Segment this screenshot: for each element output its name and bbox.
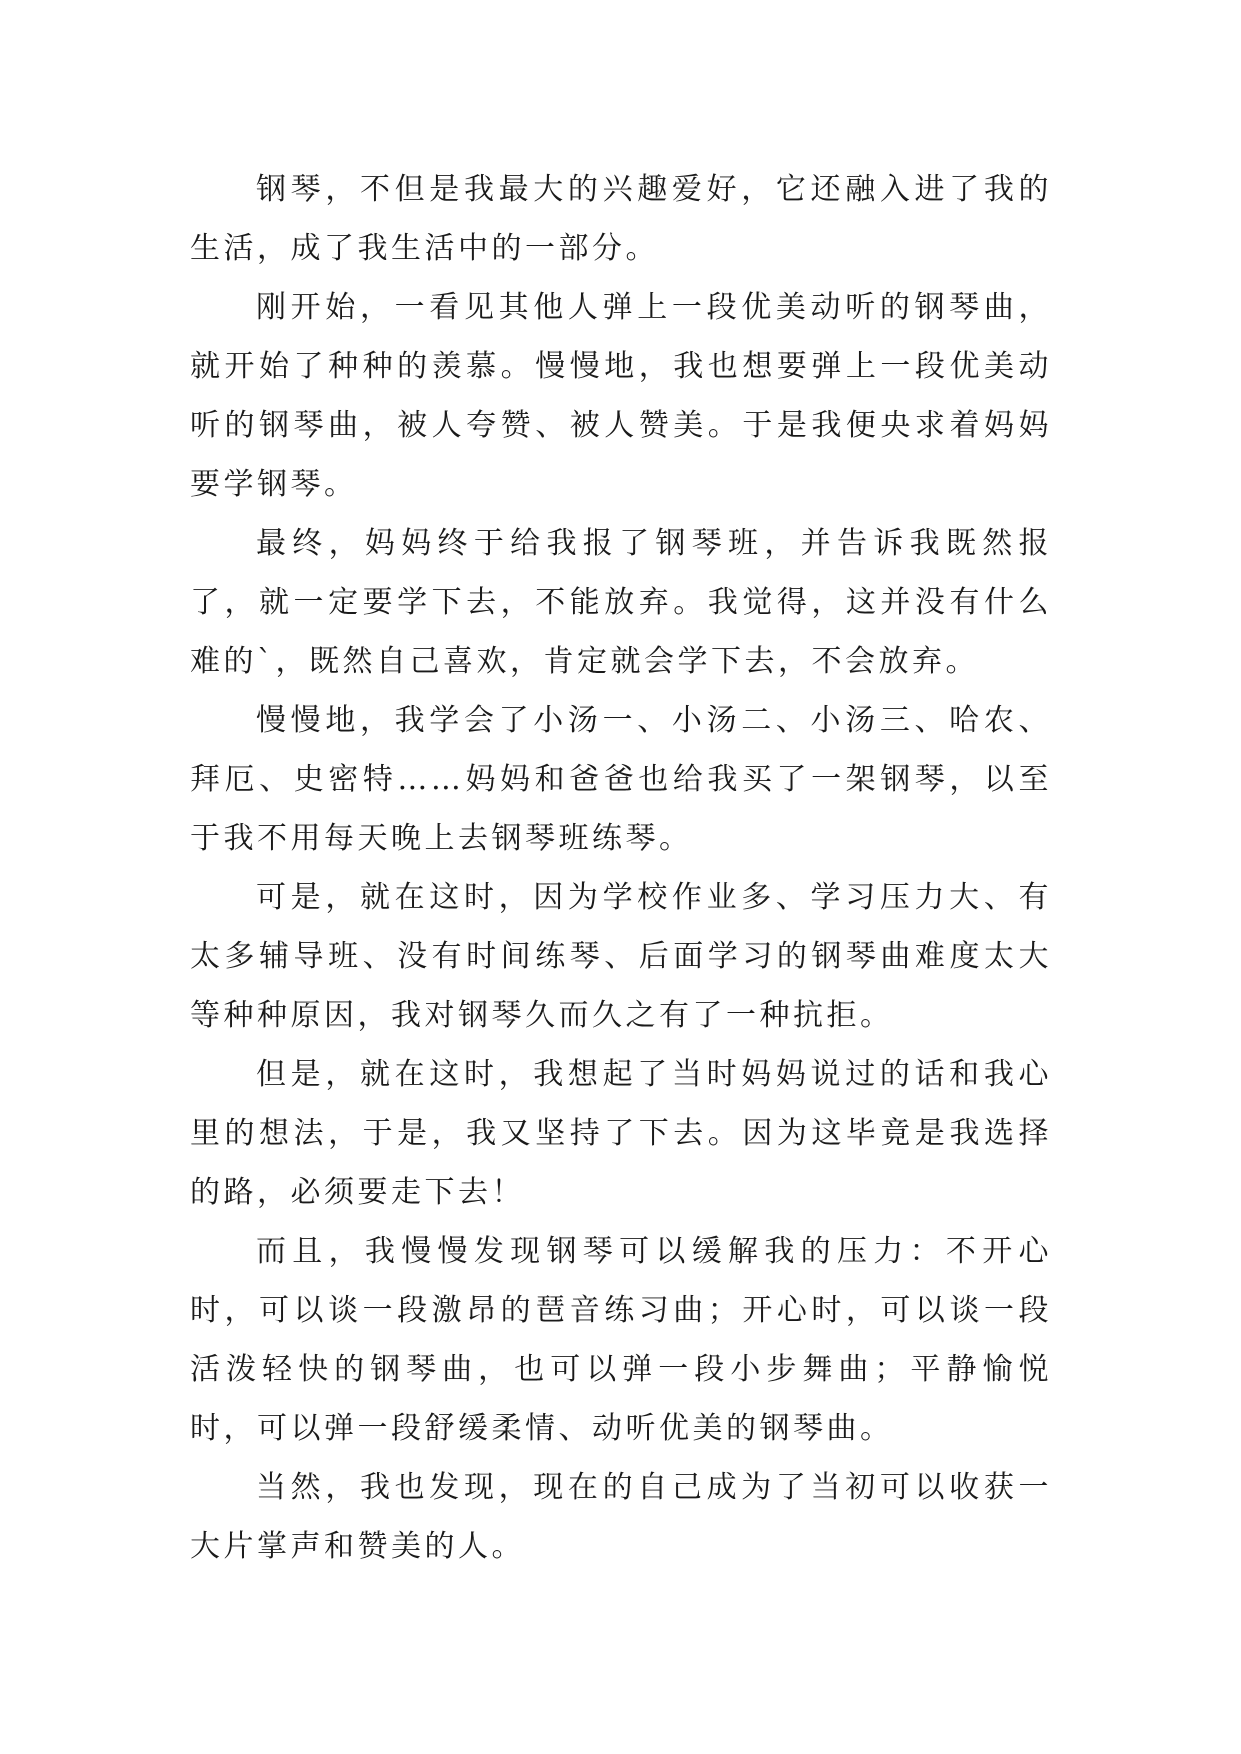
paragraph-2: 刚开始，一看见其他人弹上一段优美动听的钢琴曲，就开始了种种的羡慕。慢慢地，我也想要弹上一段优美动听的钢琴曲，被人夸赞、被人赞美。于是我便央求着妈妈要学钢琴。 bbox=[190, 290, 1052, 502]
paragraph-1: 钢琴，不但是我最大的兴趣爱好，它还融入进了我的生活，成了我生活中的一部分。 bbox=[190, 172, 1052, 266]
paragraph-8: 当然，我也发现，现在的自己成为了当初可以收获一大片掌声和赞美的人。 bbox=[190, 1470, 1052, 1564]
paragraph-7: 而且，我慢慢发现钢琴可以缓解我的压力：不开心时，可以谈一段激昂的琶音练习曲；开心时，可以谈一段活泼轻快的钢琴曲，也可以弹一段小步舞曲；平静愉悦时，可以弹一段舒缓柔情、动听优美的钢琴曲。 bbox=[190, 1234, 1052, 1446]
paragraph-5: 可是，就在这时，因为学校作业多、学习压力大、有太多辅导班、没有时间练琴、后面学习的钢琴曲难度太大等种种原因，我对钢琴久而久之有了一种抗拒。 bbox=[190, 880, 1052, 1033]
paragraph-4: 慢慢地，我学会了小汤一、小汤二、小汤三、哈农、拜厄、史密特……妈妈和爸爸也给我买了一架钢琴，以至于我不用每天晚上去钢琴班练琴。 bbox=[190, 703, 1052, 856]
paragraph-3: 最终，妈妈终于给我报了钢琴班，并告诉我既然报了，就一定要学下去，不能放弃。我觉得，这并没有什么难的`，既然自己喜欢，肯定就会学下去，不会放弃。 bbox=[190, 526, 1052, 679]
document-body bbox=[190, 160, 1052, 1576]
paragraph-6: 但是，就在这时，我想起了当时妈妈说过的话和我心里的想法，于是，我又坚持了下去。因为这毕竟是我选择的路，必须要走下去！ bbox=[190, 1057, 1052, 1210]
